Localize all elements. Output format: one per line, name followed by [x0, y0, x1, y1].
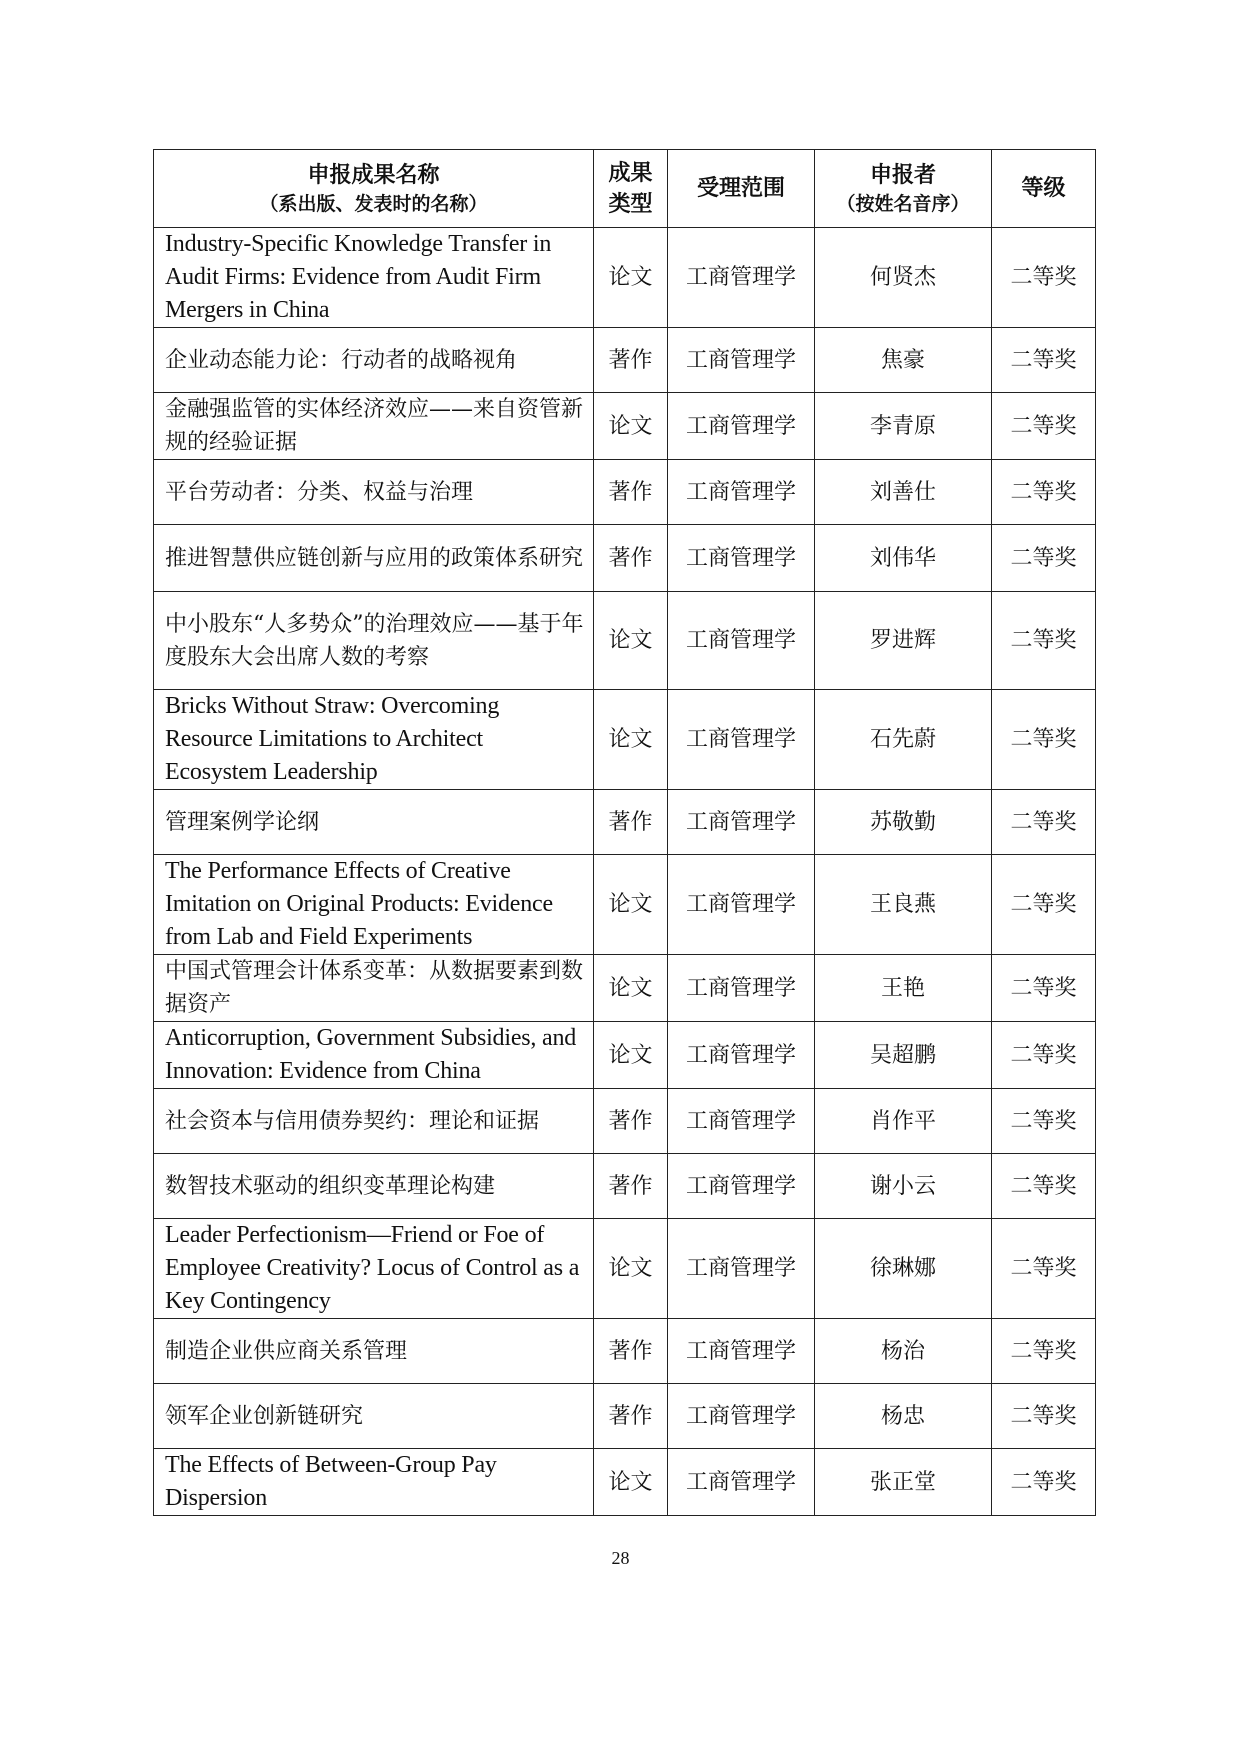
table-row: [154, 1089, 1096, 1154]
cell-scope: 工商管理学: [668, 228, 815, 328]
table-row: [154, 1449, 1096, 1516]
cell-level: 二等奖: [992, 228, 1096, 328]
table-row: [154, 1384, 1096, 1449]
cell-type: 著作: [594, 328, 668, 393]
cell-type: 论文: [594, 1219, 668, 1319]
cell-level: 二等奖: [992, 393, 1096, 460]
header-title-sub: （系出版、发表时的名称）: [259, 192, 488, 215]
cell-scope: 工商管理学: [668, 1449, 815, 1516]
table-row: [154, 790, 1096, 855]
cell-applicant: 徐琳娜: [815, 1219, 992, 1319]
cell-title: 数智技术驱动的组织变革理论构建: [154, 1154, 594, 1219]
table-row: [154, 592, 1096, 690]
cell-type: 著作: [594, 1154, 668, 1219]
cell-title: 社会资本与信用债券契约：理论和证据: [154, 1089, 594, 1154]
cell-type: 著作: [594, 790, 668, 855]
header-title: [154, 150, 594, 228]
cell-level: 二等奖: [992, 592, 1096, 690]
table-row: [154, 393, 1096, 460]
cell-level: 二等奖: [992, 955, 1096, 1022]
cell-applicant: 王良燕: [815, 855, 992, 955]
cell-applicant: 杨治: [815, 1319, 992, 1384]
cell-applicant: 苏敬勤: [815, 790, 992, 855]
cell-scope: 工商管理学: [668, 955, 815, 1022]
table-row: [154, 1219, 1096, 1319]
header-level: 等级: [992, 150, 1096, 228]
cell-applicant: 王艳: [815, 955, 992, 1022]
awards-table: [153, 149, 1096, 1516]
cell-title: 制造企业供应商关系管理: [154, 1319, 594, 1384]
header-applicant: [815, 150, 992, 228]
cell-type: 论文: [594, 855, 668, 955]
table-row: [154, 228, 1096, 328]
table-row: [154, 1022, 1096, 1089]
cell-level: 二等奖: [992, 1384, 1096, 1449]
cell-type: 论文: [594, 228, 668, 328]
header-applicant-sub: （按姓名音序）: [836, 192, 970, 215]
cell-title: Bricks Without Straw: Overcoming Resource Limitations to Architect Ecosystem Leadership: [154, 690, 594, 790]
cell-scope: 工商管理学: [668, 690, 815, 790]
cell-applicant: 吴超鹏: [815, 1022, 992, 1089]
table-row: [154, 955, 1096, 1022]
header-type-line1: 成果: [608, 160, 653, 186]
header-scope: 受理范围: [668, 150, 815, 228]
cell-type: 著作: [594, 1384, 668, 1449]
cell-scope: 工商管理学: [668, 1089, 815, 1154]
cell-applicant: 杨忠: [815, 1384, 992, 1449]
cell-scope: 工商管理学: [668, 790, 815, 855]
cell-level: 二等奖: [992, 1089, 1096, 1154]
cell-title: 企业动态能力论：行动者的战略视角: [154, 328, 594, 393]
cell-type: 著作: [594, 525, 668, 592]
cell-level: 二等奖: [992, 1219, 1096, 1319]
table-row: [154, 690, 1096, 790]
cell-title: 中小股东“人多势众”的治理效应——基于年度股东大会出席人数的考察: [154, 592, 594, 690]
cell-applicant: 罗进辉: [815, 592, 992, 690]
cell-applicant: 石先蔚: [815, 690, 992, 790]
cell-level: 二等奖: [992, 1449, 1096, 1516]
cell-applicant: 谢小云: [815, 1154, 992, 1219]
cell-title: 平台劳动者：分类、权益与治理: [154, 460, 594, 525]
cell-scope: 工商管理学: [668, 855, 815, 955]
cell-scope: 工商管理学: [668, 393, 815, 460]
header-title-main: 申报成果名称: [307, 162, 440, 188]
cell-type: 论文: [594, 690, 668, 790]
header-type-line2: 类型: [608, 191, 653, 217]
cell-applicant: 张正堂: [815, 1449, 992, 1516]
cell-scope: 工商管理学: [668, 1319, 815, 1384]
cell-applicant: 李青原: [815, 393, 992, 460]
cell-scope: 工商管理学: [668, 1384, 815, 1449]
table-row: [154, 1319, 1096, 1384]
cell-title: The Effects of Between-Group Pay Dispersion: [154, 1449, 594, 1516]
cell-scope: 工商管理学: [668, 460, 815, 525]
cell-level: 二等奖: [992, 1319, 1096, 1384]
cell-type: 论文: [594, 393, 668, 460]
cell-title: Leader Perfectionism—Friend or Foe of Employee Creativity? Locus of Control as a Key Contingency: [154, 1219, 594, 1319]
cell-level: 二等奖: [992, 1022, 1096, 1089]
cell-title: 推进智慧供应链创新与应用的政策体系研究: [154, 525, 594, 592]
cell-title: 金融强监管的实体经济效应——来自资管新规的经验证据: [154, 393, 594, 460]
table-header-row: [154, 150, 1096, 228]
cell-type: 论文: [594, 592, 668, 690]
cell-scope: 工商管理学: [668, 1154, 815, 1219]
cell-applicant: 刘善仕: [815, 460, 992, 525]
cell-level: 二等奖: [992, 1154, 1096, 1219]
cell-type: 论文: [594, 1449, 668, 1516]
table-row: [154, 1154, 1096, 1219]
cell-type: 著作: [594, 460, 668, 525]
cell-applicant: 刘伟华: [815, 525, 992, 592]
cell-level: 二等奖: [992, 690, 1096, 790]
table-row: [154, 328, 1096, 393]
cell-level: 二等奖: [992, 525, 1096, 592]
cell-type: 著作: [594, 1089, 668, 1154]
cell-level: 二等奖: [992, 328, 1096, 393]
page-number: 28: [611, 1548, 630, 1568]
cell-scope: 工商管理学: [668, 1022, 815, 1089]
cell-type: 论文: [594, 1022, 668, 1089]
cell-title: 中国式管理会计体系变革：从数据要素到数据资产: [154, 955, 594, 1022]
cell-title: The Performance Effects of Creative Imitation on Original Products: Evidence from Lab and Field Experiments: [154, 855, 594, 955]
cell-applicant: 何贤杰: [815, 228, 992, 328]
table-row: [154, 525, 1096, 592]
cell-level: 二等奖: [992, 460, 1096, 525]
cell-title: 管理案例学论纲: [154, 790, 594, 855]
cell-title: 领军企业创新链研究: [154, 1384, 594, 1449]
cell-level: 二等奖: [992, 855, 1096, 955]
cell-title: Anticorruption, Government Subsidies, and Innovation: Evidence from China: [154, 1022, 594, 1089]
cell-level: 二等奖: [992, 790, 1096, 855]
cell-type: 论文: [594, 955, 668, 1022]
cell-applicant: 肖作平: [815, 1089, 992, 1154]
cell-scope: 工商管理学: [668, 1219, 815, 1319]
cell-type: 著作: [594, 1319, 668, 1384]
header-applicant-main: 申报者: [869, 162, 936, 188]
table-row: [154, 855, 1096, 955]
cell-applicant: 焦豪: [815, 328, 992, 393]
table-row: [154, 460, 1096, 525]
cell-title: Industry-Specific Knowledge Transfer in Audit Firms: Evidence from Audit Firm Mergers in China: [154, 228, 594, 328]
cell-scope: 工商管理学: [668, 525, 815, 592]
cell-scope: 工商管理学: [668, 592, 815, 690]
cell-scope: 工商管理学: [668, 328, 815, 393]
header-type: [594, 150, 668, 228]
